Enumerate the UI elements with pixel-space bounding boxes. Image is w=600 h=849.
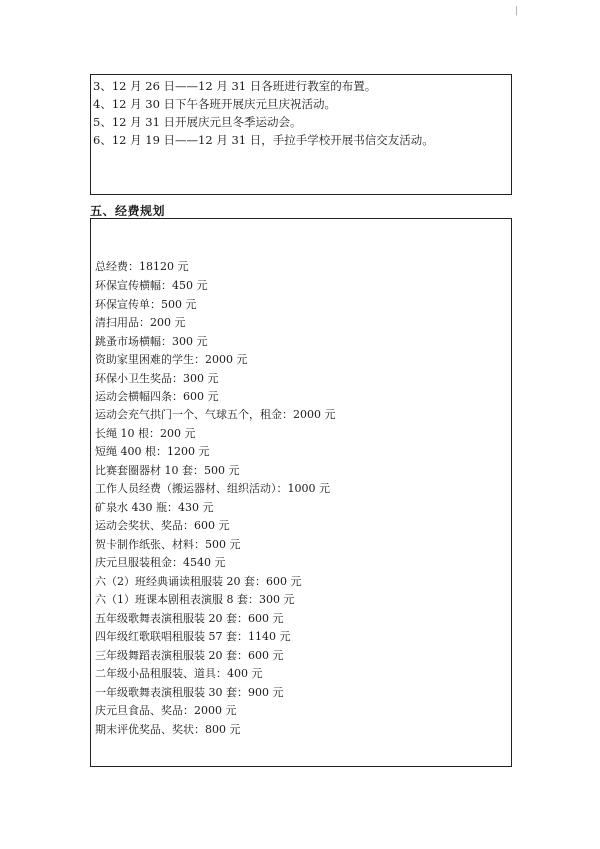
budget-item: 五年级歌舞表演租服装 20 套：600 元 xyxy=(95,612,284,625)
budget-item: 六（1）班课本剧租表演服 8 套：300 元 xyxy=(95,593,295,606)
budget-box xyxy=(90,218,512,767)
budget-item: 三年级舞蹈表演租服装 20 套：600 元 xyxy=(95,649,284,662)
budget-item: 庆元旦食品、奖品：2000 元 xyxy=(95,704,237,717)
schedule-line: 6、12 月 19 日——12 月 31 日，手拉手学校开展书信交友活动。 xyxy=(93,133,434,147)
schedule-line: 3、12 月 26 日——12 月 31 日各班进行教室的布置。 xyxy=(93,79,377,93)
section-title: 五、经费规划 xyxy=(90,204,166,218)
schedule-line: 4、12 月 30 日下午各班开展庆元旦庆祝活动。 xyxy=(93,97,337,111)
budget-item: 工作人员经费（搬运器材、组织活动）：1000 元 xyxy=(95,482,330,495)
budget-total: 总经费：18120 元 xyxy=(95,260,189,273)
budget-item: 长绳 10 根：200 元 xyxy=(95,427,196,440)
budget-item: 二年级小品租服装、道具：400 元 xyxy=(95,667,263,680)
budget-item: 比赛套圈器材 10 套：500 元 xyxy=(95,464,240,477)
budget-item: 短绳 400 根：1200 元 xyxy=(95,445,210,458)
budget-item: 环保宣传单：500 元 xyxy=(95,298,197,311)
budget-item: 清扫用品：200 元 xyxy=(95,316,186,329)
budget-item: 期末评优奖品、奖状：800 元 xyxy=(95,723,241,736)
budget-item: 资助家里困难的学生：2000 元 xyxy=(95,353,248,366)
schedule-box xyxy=(90,74,512,195)
budget-item: 六（2）班经典诵读租服装 20 套：600 元 xyxy=(95,575,302,588)
budget-item: 环保宣传横幅：450 元 xyxy=(95,279,208,292)
budget-item: 矿泉水 430 瓶：430 元 xyxy=(95,501,214,514)
budget-item: 庆元旦服装租金：4540 元 xyxy=(95,556,226,569)
page-corner-mark: | xyxy=(515,6,519,16)
schedule-line: 5、12 月 31 日开展庆元旦冬季运动会。 xyxy=(93,115,302,129)
budget-item: 运动会充气拱门一个、气球五个，租金：2000 元 xyxy=(95,408,336,421)
budget-item: 四年级红歌联唱租服装 57 套：1140 元 xyxy=(95,630,291,643)
budget-item: 运动会横幅四条：600 元 xyxy=(95,390,219,403)
budget-item: 环保小卫生奖品：300 元 xyxy=(95,372,219,385)
budget-item: 一年级歌舞表演租服装 30 套：900 元 xyxy=(95,686,284,699)
budget-item: 贺卡制作纸张、材料：500 元 xyxy=(95,538,241,551)
budget-item: 跳蚤市场横幅：300 元 xyxy=(95,335,208,348)
budget-item: 运动会奖状、奖品：600 元 xyxy=(95,519,230,532)
